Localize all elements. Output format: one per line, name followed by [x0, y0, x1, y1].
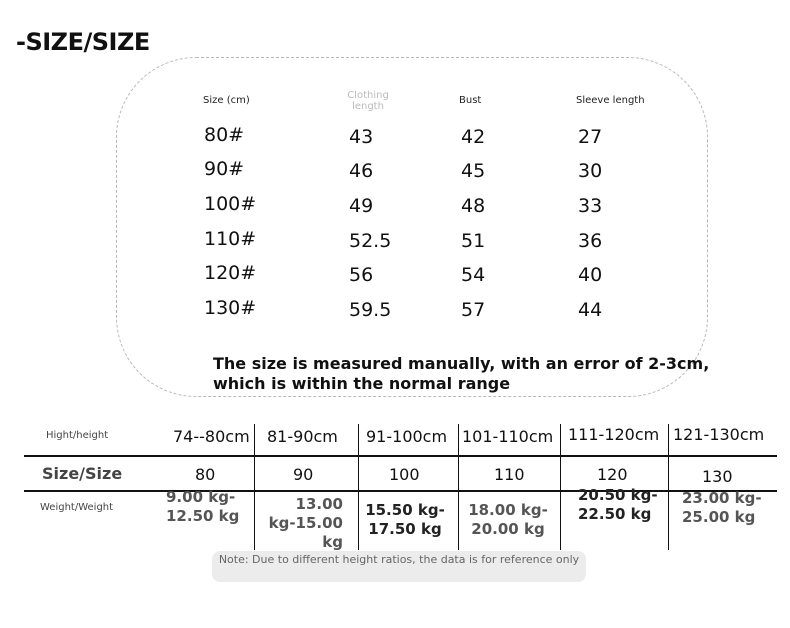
height-cell: 81-90cm [267, 427, 338, 446]
bust-cell: 54 [461, 264, 486, 286]
weight-cell: 18.00 kg-20.00 kg [468, 501, 548, 538]
header-clothing-length: Clothing length [347, 90, 389, 112]
length-cell: 59.5 [349, 299, 392, 321]
table-divider [24, 455, 777, 457]
size-cell: 120# [204, 262, 257, 284]
header-size: Size (cm) [203, 95, 250, 106]
sleeve-cell: 27 [578, 126, 603, 148]
measurement-note: The size is measured manually, with an error of 2-3cm, which is within the normal range [213, 354, 710, 393]
size-value-cell: 120 [597, 465, 628, 484]
size-cell: 130# [204, 297, 257, 319]
length-cell: 43 [349, 126, 374, 148]
sleeve-cell: 30 [578, 160, 603, 182]
sleeve-cell: 33 [578, 195, 603, 217]
size-cell: 80# [204, 124, 245, 146]
height-cell: 74--80cm [173, 427, 250, 446]
height-row-label: Hight/height [46, 430, 109, 441]
size-value-cell: 80 [195, 465, 216, 484]
column-divider [254, 424, 255, 550]
height-cell: 91-100cm [366, 427, 448, 446]
size-cell: 110# [204, 228, 257, 250]
bust-cell: 57 [461, 299, 486, 321]
weight-cell: 13.00 kg-15.00 kg [268, 495, 343, 551]
height-cell: 101-110cm [462, 427, 554, 446]
height-cell: 121-130cm [673, 425, 765, 444]
weight-cell: 15.50 kg-17.50 kg [365, 501, 445, 538]
header-sleeve-length: Sleeve length [576, 95, 645, 106]
sleeve-cell: 44 [578, 299, 603, 321]
size-chart-panel [116, 57, 708, 397]
height-cell: 111-120cm [568, 425, 660, 444]
length-cell: 49 [349, 195, 374, 217]
bust-cell: 42 [461, 126, 486, 148]
sleeve-cell: 40 [578, 264, 603, 286]
size-row-label: Size/Size [42, 464, 123, 483]
bust-cell: 51 [461, 230, 486, 252]
page-title: -SIZE/SIZE [16, 28, 150, 56]
length-cell: 46 [349, 160, 374, 182]
size-cell: 90# [204, 158, 245, 180]
header-bust: Bust [459, 95, 482, 106]
weight-cell: 9.00 kg-12.50 kg [166, 488, 240, 525]
weight-cell: 20.50 kg-22.50 kg [578, 486, 658, 523]
column-divider [668, 424, 669, 550]
size-value-cell: 100 [389, 465, 420, 484]
column-divider [560, 424, 561, 550]
bust-cell: 48 [461, 195, 486, 217]
table-divider [24, 490, 777, 492]
length-cell: 56 [349, 264, 374, 286]
weight-row-label: Weight/Weight [40, 502, 114, 513]
size-value-cell: 130 [702, 467, 733, 486]
size-value-cell: 110 [494, 465, 525, 484]
length-cell: 52.5 [349, 230, 392, 252]
size-cell: 100# [204, 193, 257, 215]
bust-cell: 45 [461, 160, 486, 182]
sleeve-cell: 36 [578, 230, 603, 252]
weight-cell: 23.00 kg-25.00 kg [682, 489, 762, 526]
size-value-cell: 90 [293, 465, 314, 484]
reference-footnote: Note: Due to different height ratios, the data is for reference only [212, 551, 586, 582]
